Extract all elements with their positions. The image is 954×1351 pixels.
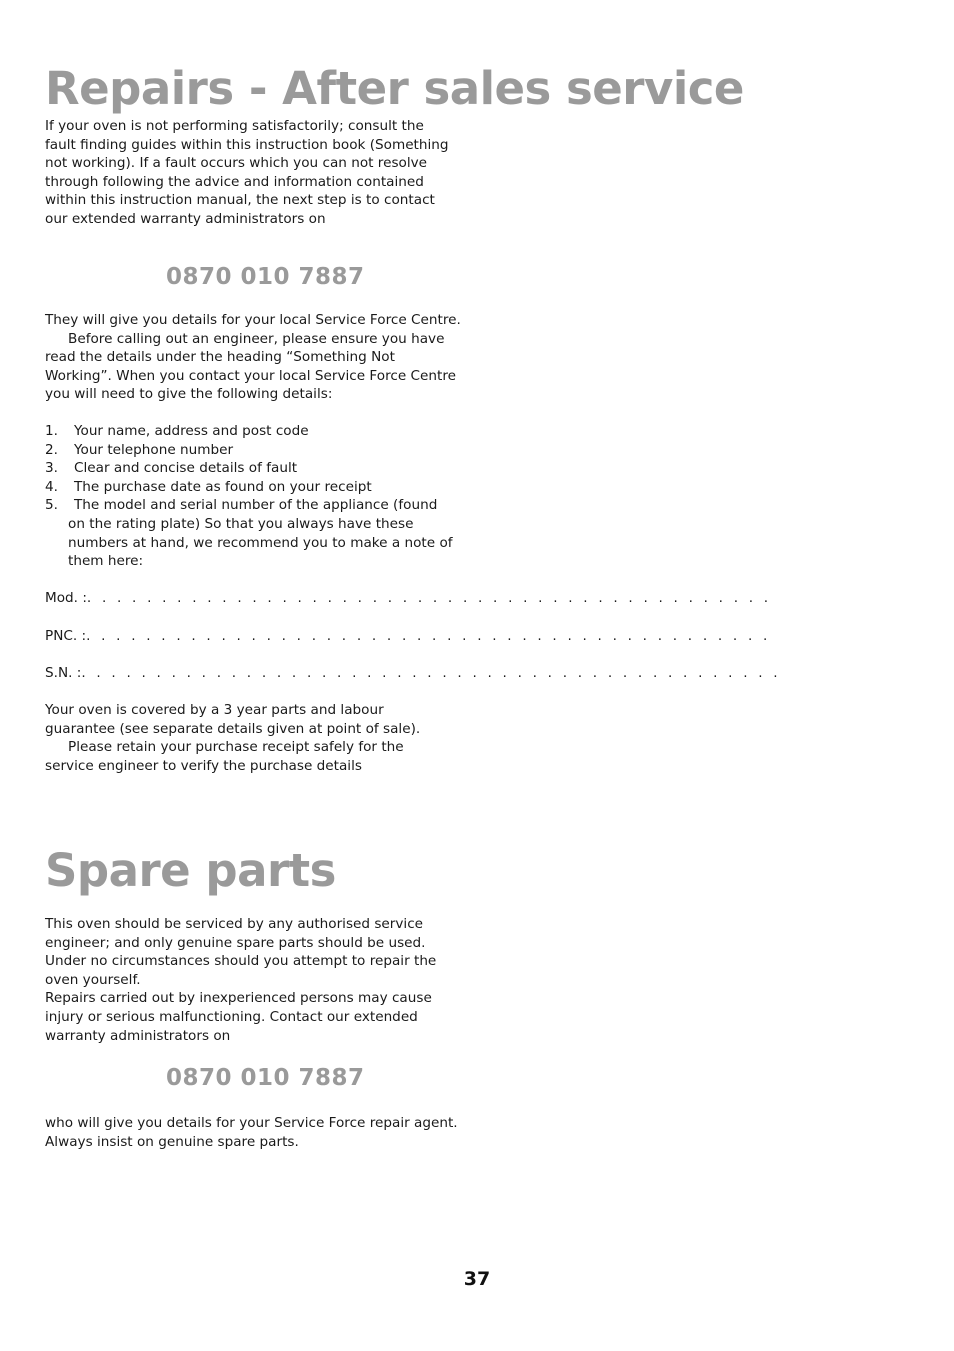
- list-item: [45, 478, 475, 497]
- spare-parts-body: [45, 915, 465, 1045]
- repairs-phone-number: 0870 010 7887: [166, 264, 365, 290]
- repairs-intro: [45, 117, 455, 229]
- list-item: [45, 422, 475, 441]
- list-number: 1.: [45, 423, 58, 439]
- field-label: PNC. :: [45, 628, 87, 644]
- list-item: [45, 459, 475, 478]
- details-list: [45, 422, 475, 571]
- spare-parts-text: Under no circumstances should you attempt to repair the oven yourself.: [45, 953, 437, 988]
- before-calling-text: Before calling out an engineer, please ensure you have read the details under the heading “Something Not Working”. When you contact your local Service Force Centre you will need to give the following details:: [45, 330, 456, 403]
- retain-receipt-text: Please retain your purchase receipt safely for the service engineer to verify the purchase details: [45, 739, 404, 774]
- spare-parts-closing-text: who will give you details for your Service Force repair agent. Always insist on genuine spare parts.: [45, 1115, 458, 1150]
- field-label: S.N. :: [45, 665, 82, 681]
- spare-parts-heading: Spare parts: [45, 844, 336, 897]
- list-text: Clear and concise details of fault: [74, 460, 298, 477]
- service-centre-text: They will give you details for your local Service Force Centre.: [45, 312, 461, 328]
- repairs-intro-text: If your oven is not performing satisfactorily; consult the fault finding guides within this instruction book (Something not working). If a fault occurs which you can not resolve through following the advice and information contained within this instruction manual, the next step is to contact our extended warranty administrators on: [45, 118, 449, 227]
- spare-parts-text: This oven should be serviced by any authorised service engineer; and only genuine spare parts should be used.: [45, 916, 426, 951]
- spare-parts-closing: [45, 1114, 465, 1151]
- list-number: 5.: [45, 497, 58, 514]
- list-text: The model and serial number of the appliance (found on the rating plate) So that you always have these numbers at hand, we recommend you to make a note of them here:: [68, 497, 453, 570]
- guarantee-text: Your oven is covered by a 3 year parts and labour guarantee (see separate details given at point of sale).: [45, 702, 421, 737]
- page-number: 37: [463, 1268, 491, 1290]
- repairs-heading: Repairs - After sales service: [45, 62, 744, 115]
- serial-number-field[interactable]: [45, 664, 781, 682]
- list-item: [45, 441, 475, 460]
- field-label: Mod. :: [45, 590, 87, 606]
- list-number: 2.: [45, 441, 58, 458]
- repairs-instructions: [45, 311, 465, 404]
- list-text: Your telephone number: [74, 441, 234, 458]
- list-text: The purchase date as found on your receipt: [74, 478, 372, 495]
- model-field[interactable]: [45, 589, 772, 607]
- field-dots: . . . . . . . . . . . . . . . . . . . . . . . . . . . . . . . . . . . . . . . . . . . . . .: [86, 590, 772, 606]
- list-number: 3.: [45, 460, 58, 477]
- list-number: 4.: [45, 478, 58, 495]
- field-dots: . . . . . . . . . . . . . . . . . . . . . . . . . . . . . . . . . . . . . . . . . . . . . .: [86, 628, 771, 644]
- field-dots: . . . . . . . . . . . . . . . . . . . . . . . . . . . . . . . . . . . . . . . . . . . . . . .: [81, 665, 781, 681]
- pnc-field[interactable]: [45, 627, 771, 645]
- list-text: Your name, address and post code: [74, 423, 309, 439]
- spare-parts-phone-number: 0870 010 7887: [166, 1065, 365, 1091]
- list-item: [45, 496, 458, 570]
- guarantee-section: [45, 701, 455, 775]
- spare-parts-text: Repairs carried out by inexperienced persons may cause injury or serious malfunctioning. Contact our extended warranty administrators on: [45, 990, 432, 1044]
